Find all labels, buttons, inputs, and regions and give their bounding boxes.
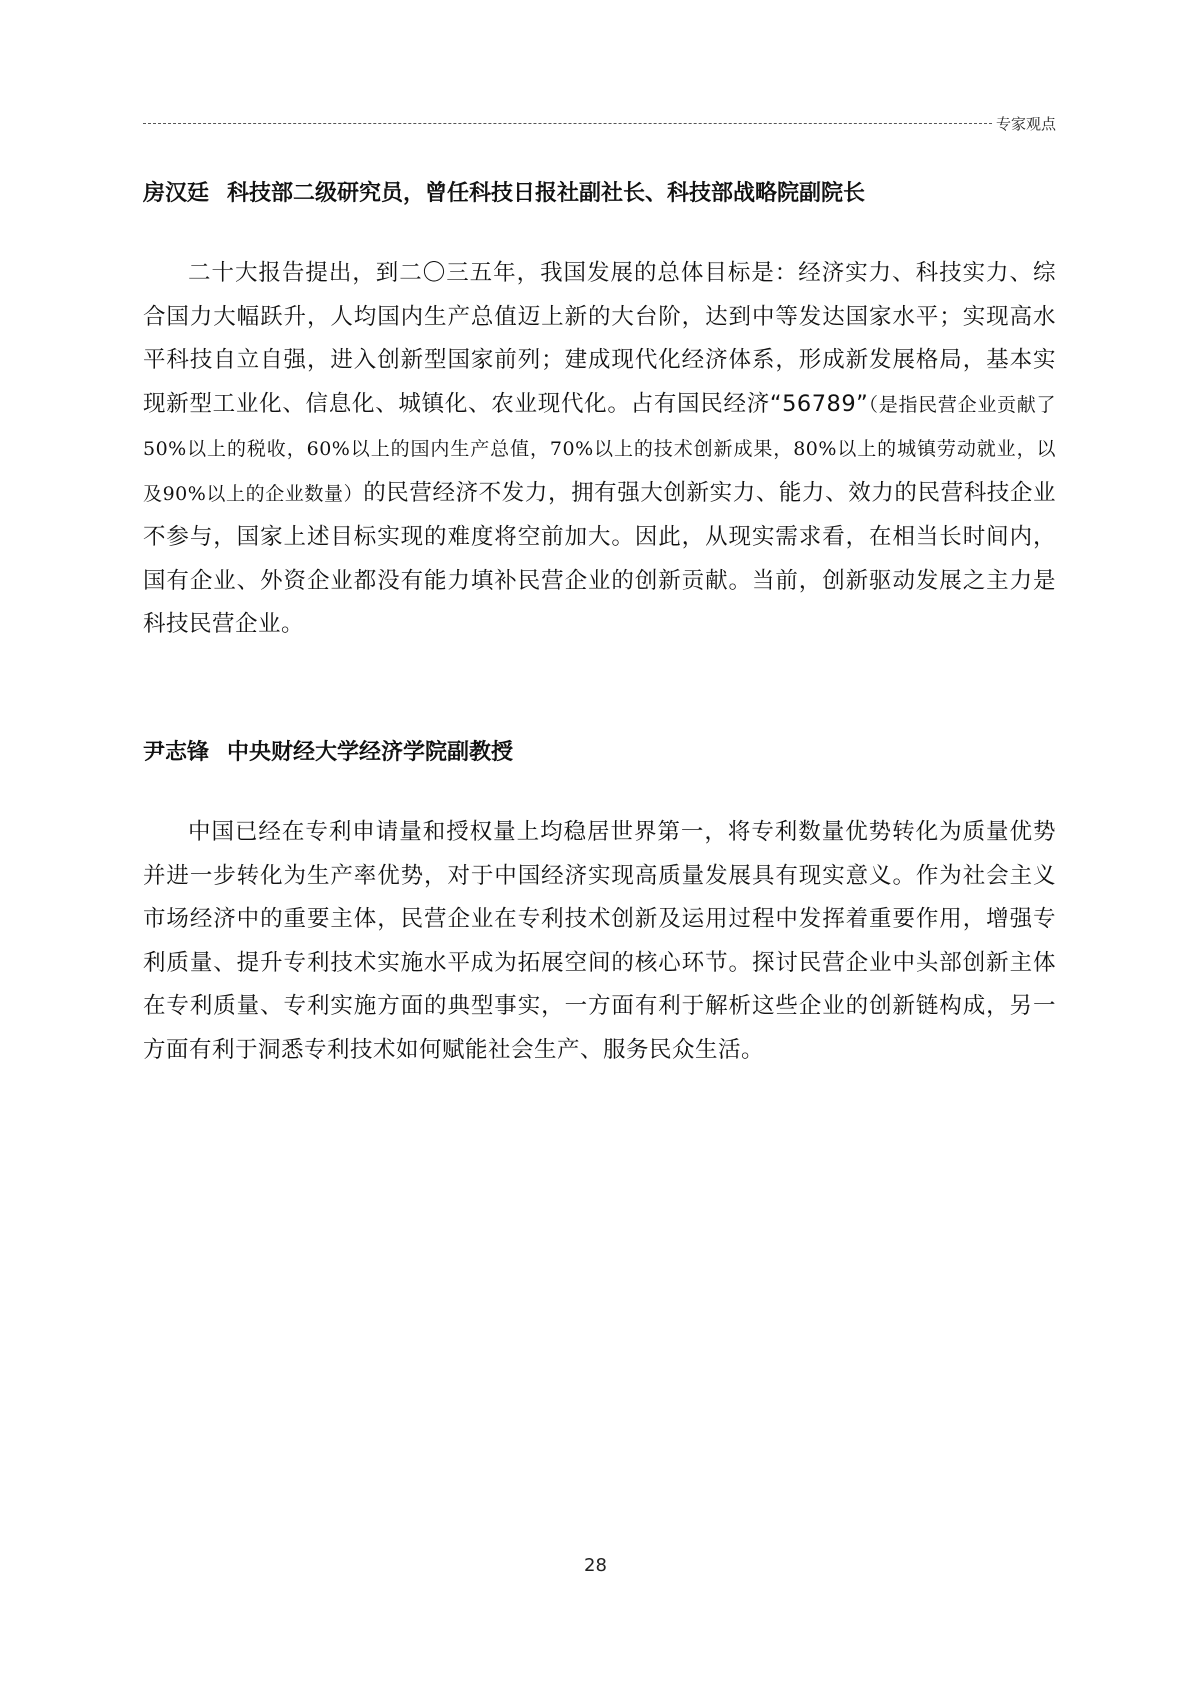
paragraph-text [143,252,1056,647]
author-role: 科技部二级研究员，曾任科技日报社副社长、科技部战略院副院长 [227,181,866,206]
expert-paragraph-1 [143,252,1056,647]
paragraph-text-end: 的民营经济不发力，拥有强大创新实力、能力、效力的民营科技企业不参与，国家上述目标实现的难度将空前加大。因此，从现实需求看，在相当长时间内，国有企业、外资企业都没有能力填补民营企业的创新贡献。当前，创新驱动发展之主力是科技民营企业。 [143,479,1056,637]
author-name: 房汉廷 [143,181,210,206]
header-section-label: 专家观点 [995,114,1056,133]
header-dashed-divider [143,123,992,124]
header-rule [143,111,1056,135]
author-role: 中央财经大学经济学院副教授 [227,740,514,765]
author-line [143,178,1056,210]
author-line [143,737,1056,769]
paragraph-note: （是指民营企业贡献了50%以上的税收，60%以上的国内生产总值，70%以上的技术创新成果，80%以上的城镇劳动就业，以及90%以上的企业数量） [143,393,1056,505]
expert-section-1 [143,178,1056,210]
page-number: 28 [584,1555,607,1576]
paragraph-text: 中国已经在专利申请量和授权量上均稳居世界第一，将专利数量优势转化为质量优势并进一步转化为生产率优势，对于中国经济实现高质量发展具有现实意义。作为社会主义市场经济中的重要主体，民营企业在专利技术创新及运用过程中发挥着重要作用，增强专利质量、提升专利技术实施水平成为拓展空间的核心环节。探讨民营企业中头部创新主体在专利质量、专利实施方面的典型事实，一方面有利于解析这些企业的创新链构成，另一方面有利于洞悉专利技术如何赋能社会生产、服务民众生活。 [143,819,1056,1063]
expert-paragraph-2 [143,811,1056,1072]
expert-section-2 [143,737,1056,769]
author-name: 尹志锋 [143,740,210,765]
paragraph-text-start: 二十大报告提出，到二〇三五年，我国发展的总体目标是：经济实力、科技实力、综合国力大幅跃升，人均国内生产总值迈上新的大台阶，达到中等发达国家水平；实现高水平科技自立自强，进入创新型国家前列；建成现代化经济体系，形成新发展格局，基本实现新型工业化、信息化、城镇化、农业现代化。占有国民经济“56789” [143,260,1056,417]
